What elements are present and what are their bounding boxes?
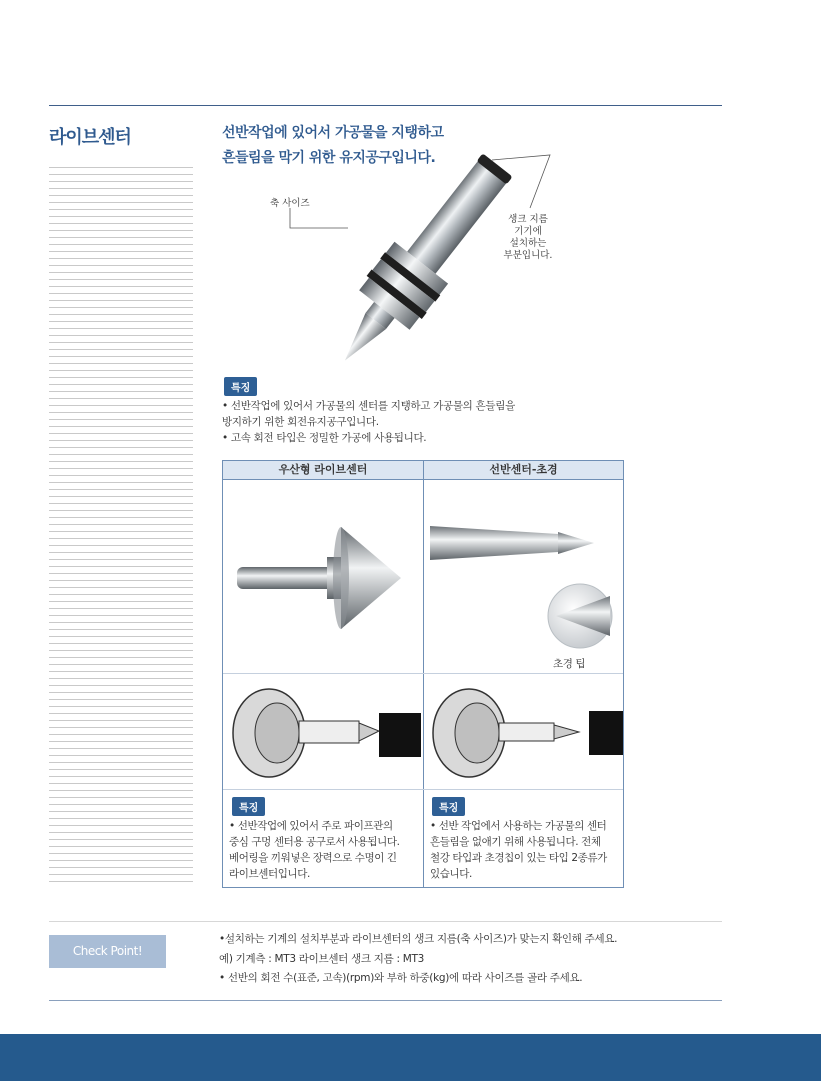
shank-diameter-label: 생크 지름 기기에 설치하는 부분입니다. <box>503 214 553 261</box>
table-header-carbide: 선반센터-초경 <box>424 461 623 480</box>
col2-features-badge: 특징 <box>432 797 465 816</box>
chuck-illustration-1 <box>229 683 421 783</box>
headline-line-2: 흔들림을 막기 위한 유지공구입니다. <box>222 150 436 166</box>
top-divider <box>49 105 722 106</box>
carbide-tip-label: 초경 팁 <box>553 658 586 670</box>
sidebar-lines <box>49 167 193 887</box>
carbide-lathe-center-image <box>428 516 623 676</box>
col1-features-badge: 특징 <box>232 797 265 816</box>
col2-features-text: • 선반 작업에서 사용하는 가공물의 센터 흔들림을 없애기 위해 사용됩니다. 전체 철강 타입과 초경칩이 있는 타입 2종류가 있습니다. <box>430 820 607 880</box>
footer-bar <box>0 1034 821 1081</box>
section-title: 라이브센터 <box>49 127 131 148</box>
table-divider <box>423 461 424 887</box>
table-row-divider <box>223 789 623 790</box>
features-text: • 선반작업에 있어서 가공물의 센터를 지탱하고 가공물의 흔들림을 방지하기 위한 회전유지공구입니다. • 고속 회전 타입은 정밀한 가공에 사용됩니다. <box>222 400 515 444</box>
checkpoint-top-divider <box>49 921 722 922</box>
shaft-size-label: 축 사이즈 <box>270 198 310 209</box>
table-header-umbrella: 우산형 라이브센터 <box>223 461 423 480</box>
headline-line-1: 선반작업에 있어서 가공물을 지탱하고 <box>222 125 444 141</box>
check-point-button[interactable]: Check Point! <box>49 935 166 968</box>
checkpoint-notes: •설치하는 기계의 설치부분과 라이브센터의 생크 지름(축 사이즈)가 맞는지 확인해 주세요. 예) 기계측 : MT3 라이브센터 생크 지름 : MT3 • 선반의 회전 수(표준, 고속)(rpm)와 부하 하중(kg)에 따라 사이즈를 골라 주세요. <box>219 933 618 984</box>
checkpoint-bottom-divider <box>49 1000 722 1001</box>
umbrella-live-center-image <box>231 521 421 641</box>
chuck-illustration-2 <box>429 683 623 783</box>
comparison-table <box>222 460 624 888</box>
col1-features-text: • 선반작업에 있어서 주로 파이프관의 중심 구멍 센터용 공구로서 사용됩니다. 베어링을 끼워넣은 장력으로 수명이 긴 라이브센터입니다. <box>229 820 400 880</box>
features-badge: 특징 <box>224 377 257 396</box>
